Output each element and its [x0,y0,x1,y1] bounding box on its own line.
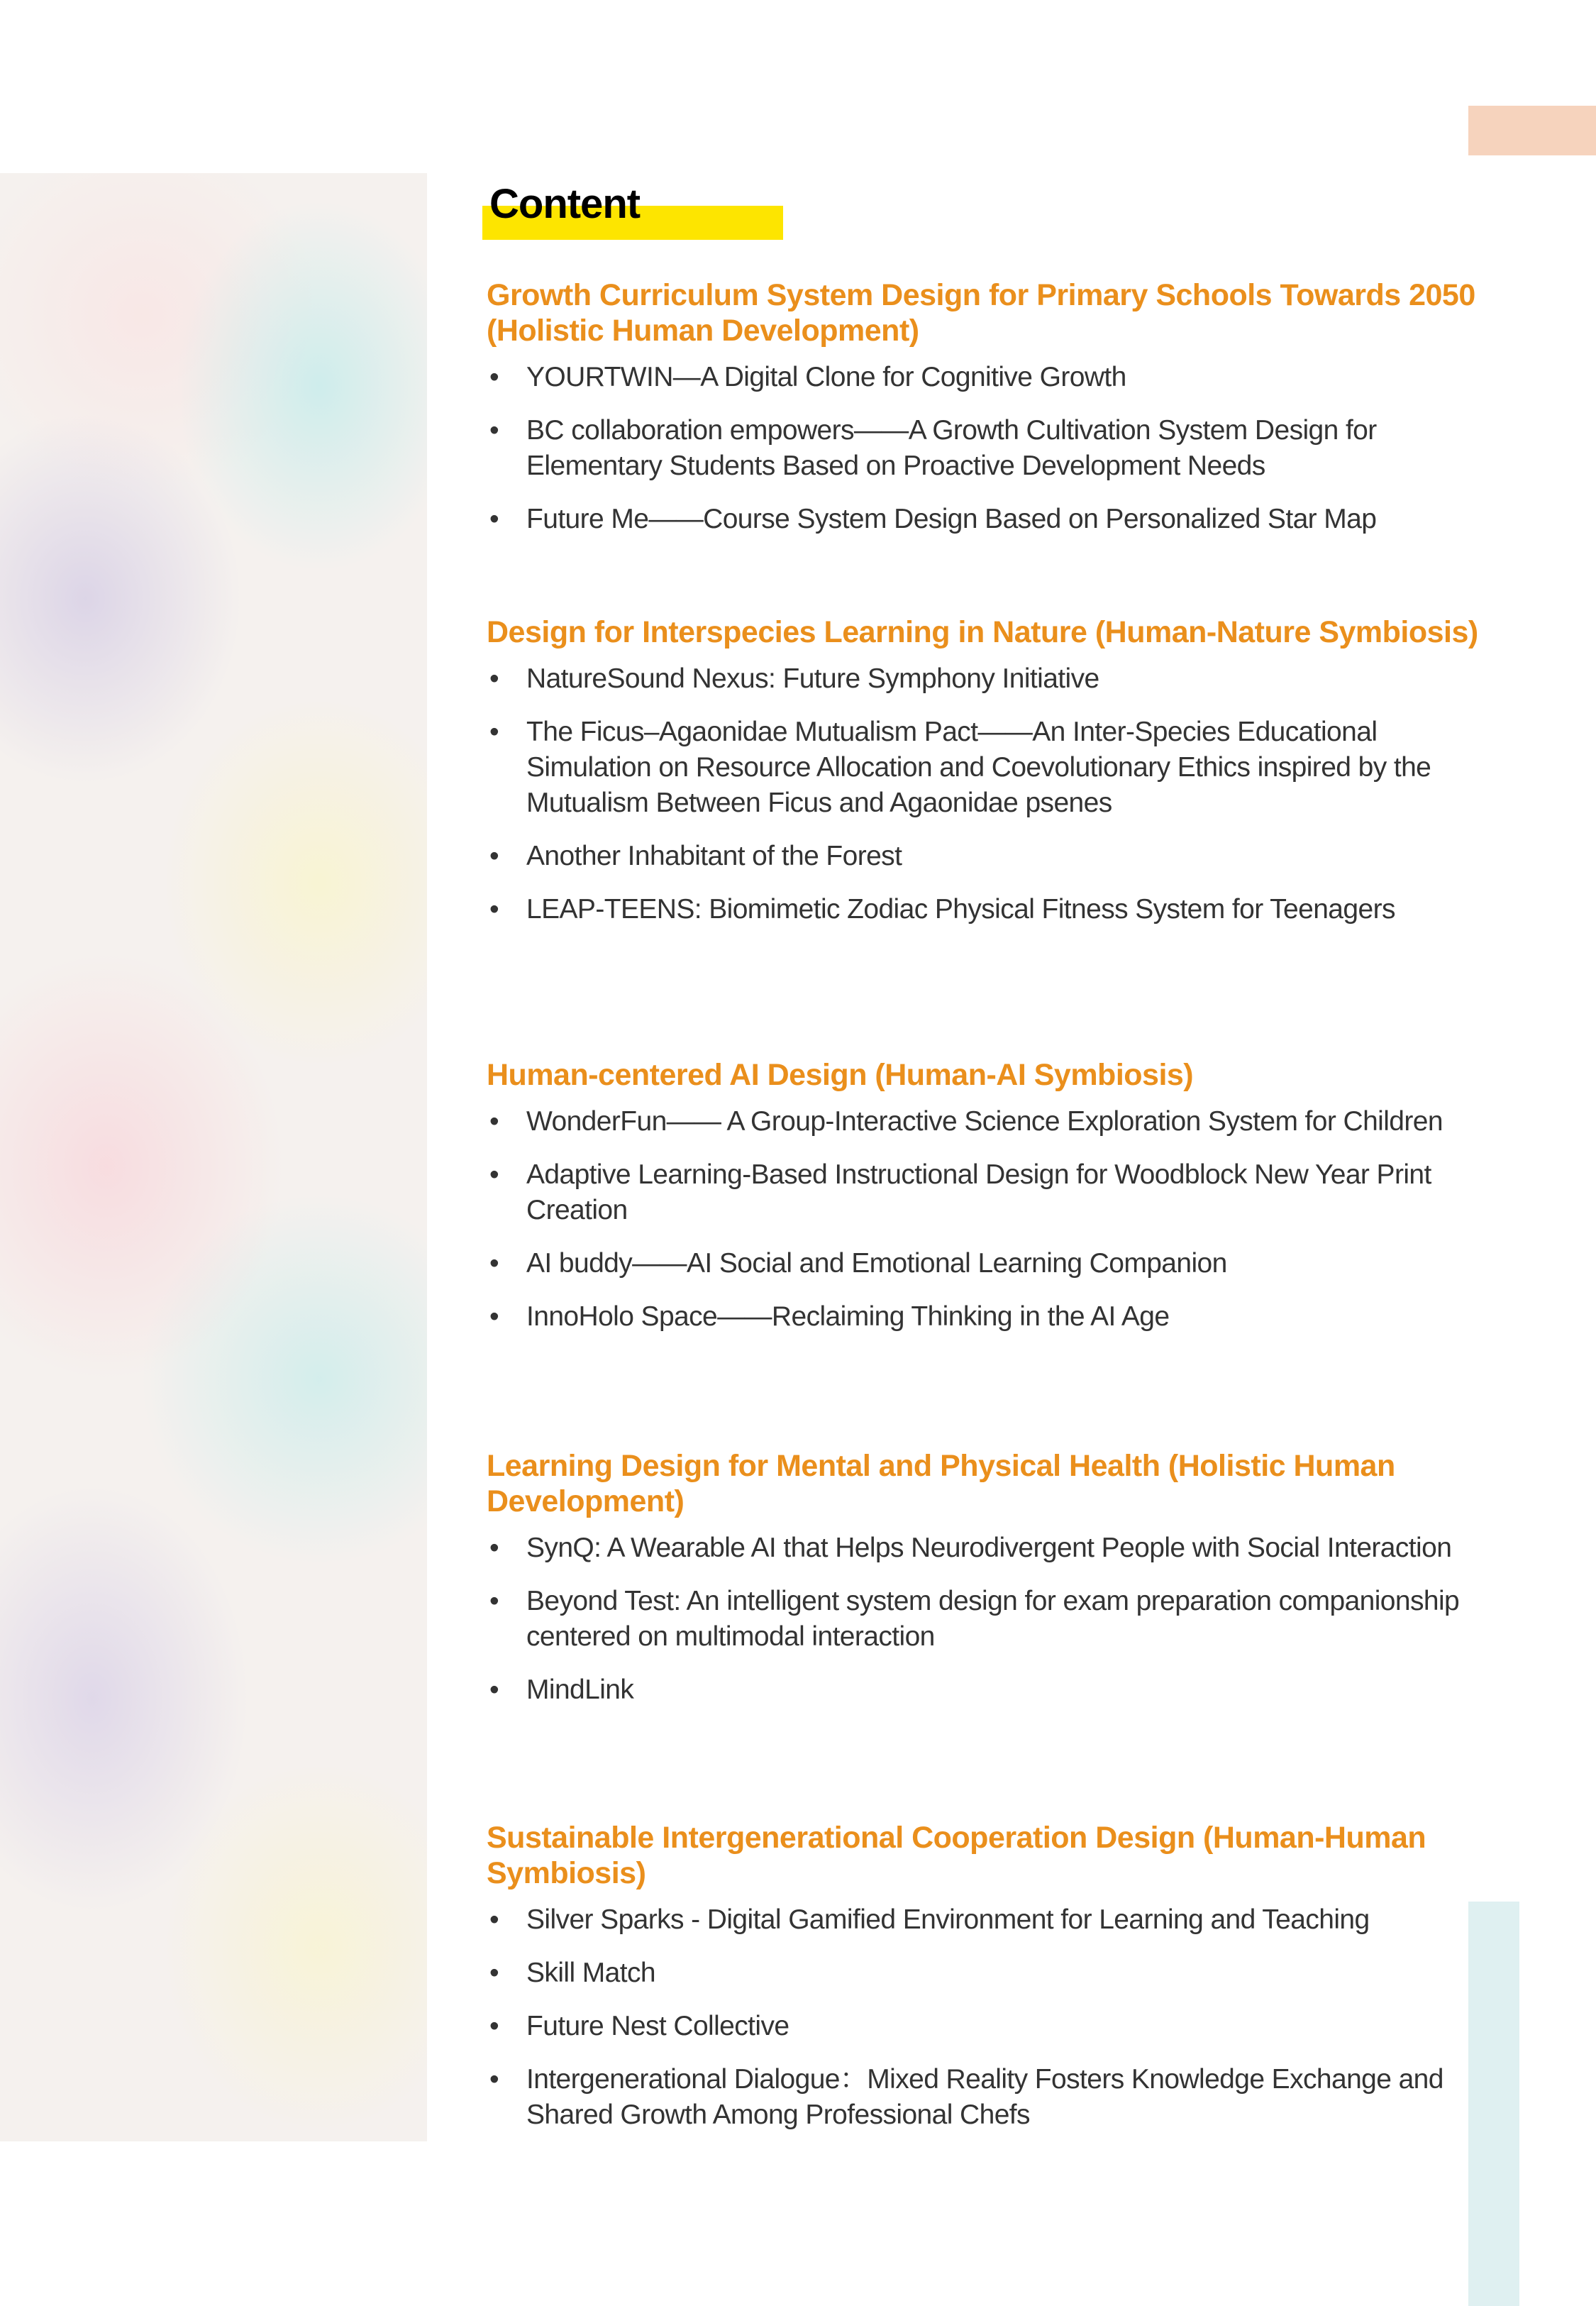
list-item [487,1584,1470,1655]
section-heading: Design for Interspecies Learning in Nature (Human-Nature Symbiosis) [487,615,1478,649]
project-list [487,661,1480,927]
decorative-peach-block [1468,106,1596,155]
decorative-gradient-panel [0,173,427,2141]
bullet-icon: • [489,663,499,694]
section [487,1448,1480,1726]
bullet-icon: • [489,415,499,446]
bullet-icon: • [489,894,499,925]
list-item-text: Silver Sparks - Digital Gamified Environment for Learning and Teaching [526,1904,1370,1935]
bullet-icon: • [489,2064,499,2095]
list-item-text: MindLink [526,1675,634,1705]
list-item-text: NatureSound Nexus: Future Symphony Initiative [526,663,1099,694]
list-item [487,1157,1470,1228]
bullet-icon: • [489,2011,499,2041]
bullet-icon: • [489,1106,499,1137]
bullet-icon: • [489,1248,499,1279]
list-item-text: Skill Match [526,1958,655,1988]
section [487,1057,1480,1352]
bullet-icon: • [489,841,499,871]
list-item-text: Future Me——Course System Design Based on Personalized Star Map [526,504,1377,534]
list-item [487,360,1470,395]
project-list [487,1902,1480,2133]
list-item [487,839,1470,874]
list-item [487,715,1470,821]
page-title: Content [489,181,641,227]
list-item-text: LEAP-TEENS: Biomimetic Zodiac Physical Fitness System for Teenagers [526,894,1395,925]
bullet-icon: • [489,1958,499,1988]
list-item-text: YOURTWIN—A Digital Clone for Cognitive Growth [526,362,1126,392]
bullet-icon: • [489,1533,499,1563]
list-item-text: Adaptive Learning-Based Instructional Design for Woodblock New Year Print Creation [526,1159,1431,1225]
bullet-icon: • [489,1586,499,1616]
bullet-icon: • [489,1159,499,1190]
list-item [487,661,1470,697]
list-item [487,1246,1470,1281]
section [487,1820,1480,2151]
list-item [487,1902,1470,1938]
section-heading: Sustainable Intergenerational Cooperation Design (Human-Human Symbiosis) [487,1821,1426,1890]
project-list [487,360,1480,537]
list-item-text: Future Nest Collective [526,2011,789,2041]
list-item [487,1955,1470,1991]
section-heading: Growth Curriculum System Design for Primary Schools Towards 2050 (Holistic Human Development) [487,278,1475,348]
section [487,277,1480,555]
list-item [487,1104,1470,1140]
list-item [487,2062,1470,2133]
bullet-icon: • [489,1904,499,1935]
list-item-text: Beyond Test: An intelligent system design for exam preparation companionship centered on multimodal interaction [526,1586,1460,1652]
bullet-icon: • [489,1301,499,1332]
bullet-icon: • [489,362,499,392]
section-heading: Human-centered AI Design (Human-AI Symbiosis) [487,1058,1194,1092]
bullet-icon: • [489,1675,499,1705]
list-item-text: BC collaboration empowers——A Growth Cultivation System Design for Elementary Students Based on Proactive Development Needs [526,415,1377,481]
list-item-text: InnoHolo Space——Reclaiming Thinking in the AI Age [526,1301,1170,1332]
list-item-text: The Ficus–Agaonidae Mutualism Pact——An Inter-Species Educational Simulation on Resource Allocation and Coevolutionary Ethics inspired by the Mutualism Between Ficus and Agaonidae psenes [526,717,1431,818]
section-heading: Learning Design for Mental and Physical Health (Holistic Human Development) [487,1449,1395,1518]
list-item-text: Intergenerational Dialogue：Mixed Reality Fosters Knowledge Exchange and Shared Growth Among Professional Chefs [526,2064,1443,2130]
list-item-text: SynQ: A Wearable AI that Helps Neurodivergent People with Social Interaction [526,1533,1452,1563]
list-item [487,1672,1470,1708]
project-list [487,1530,1480,1708]
list-item [487,502,1470,537]
list-item [487,892,1470,927]
list-item [487,1299,1470,1335]
list-item [487,413,1470,484]
list-item-text: Another Inhabitant of the Forest [526,841,902,871]
bullet-icon: • [489,717,499,747]
list-item [487,2009,1470,2044]
bullet-icon: • [489,504,499,534]
list-item-text: WonderFun—— A Group-Interactive Science Exploration System for Children [526,1106,1443,1137]
section [487,614,1480,945]
list-item-text: AI buddy——AI Social and Emotional Learning Companion [526,1248,1227,1279]
list-item [487,1530,1470,1566]
project-list [487,1104,1480,1335]
